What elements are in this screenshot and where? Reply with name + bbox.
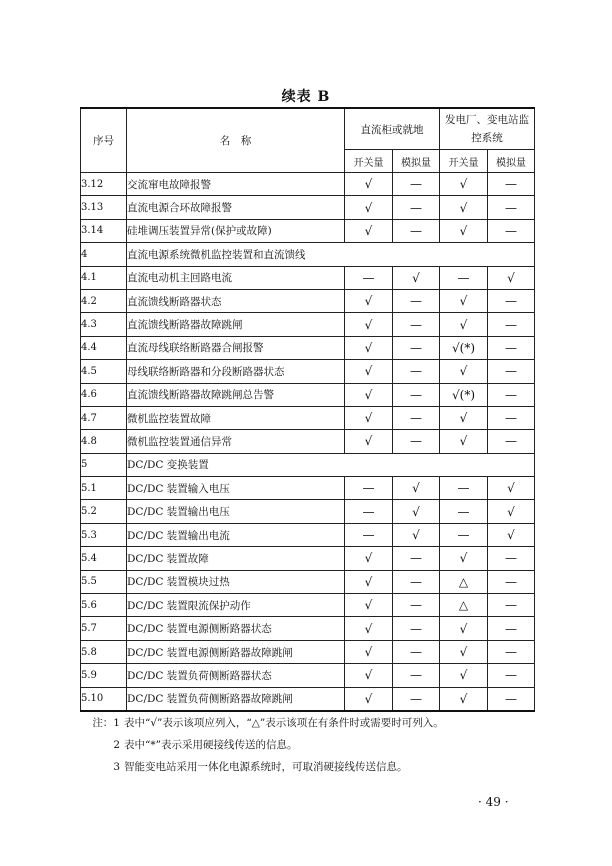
header-local-switch: 开关量 xyxy=(345,150,393,173)
table-row xyxy=(81,594,535,617)
row-name: 硅堆调压装置异常(保护或故障) xyxy=(127,219,345,242)
note-item xyxy=(78,712,548,734)
table-row xyxy=(81,219,535,242)
local-switch-mark: √ xyxy=(345,406,393,429)
header-group-local: 直流柜或就地 xyxy=(345,108,440,150)
monitor-analog-mark: — xyxy=(488,570,535,593)
table-row xyxy=(81,406,535,429)
monitor-switch-mark: √(*) xyxy=(440,383,488,406)
local-analog-mark: — xyxy=(393,430,440,453)
header-seq: 序号 xyxy=(81,108,127,173)
table-row xyxy=(81,336,535,359)
local-analog-mark: — xyxy=(393,547,440,570)
header-local-analog: 模拟量 xyxy=(393,150,440,173)
section-title: DC/DC 变换装置 xyxy=(127,453,535,476)
table-row xyxy=(81,523,535,546)
section-row xyxy=(81,453,535,476)
monitor-analog-mark: — xyxy=(488,687,535,711)
signal-table xyxy=(80,107,535,712)
local-analog-mark: — xyxy=(393,219,440,242)
row-name: 直流电动机主回路电流 xyxy=(127,266,345,289)
monitor-analog-mark: √ xyxy=(488,523,535,546)
section-title: 直流电源系统微机监控装置和直流馈线 xyxy=(127,243,535,266)
note-number: 2 xyxy=(113,739,120,751)
monitor-analog-mark: — xyxy=(488,383,535,406)
notes xyxy=(78,712,548,778)
monitor-analog-mark: √ xyxy=(488,266,535,289)
row-number: 4.7 xyxy=(81,406,127,429)
table-row xyxy=(81,500,535,523)
row-name: 直流馈线断路器状态 xyxy=(127,289,345,312)
local-analog-mark: — xyxy=(393,196,440,219)
monitor-switch-mark: √(*) xyxy=(440,336,488,359)
monitor-switch-mark: — xyxy=(440,500,488,523)
table-row xyxy=(81,570,535,593)
row-number: 5.7 xyxy=(81,617,127,640)
row-number: 4.4 xyxy=(81,336,127,359)
row-number: 3.12 xyxy=(81,173,127,196)
row-number: 5.5 xyxy=(81,570,127,593)
local-switch-mark: √ xyxy=(345,219,393,242)
monitor-switch-mark: √ xyxy=(440,640,488,663)
monitor-switch-mark: √ xyxy=(440,617,488,640)
monitor-analog-mark: √ xyxy=(488,477,535,500)
table-row xyxy=(81,266,535,289)
row-name: 交流窜电故障报警 xyxy=(127,173,345,196)
local-analog-mark: √ xyxy=(393,500,440,523)
monitor-analog-mark: — xyxy=(488,594,535,617)
local-analog-mark: — xyxy=(393,617,440,640)
row-name: 微机监控装置通信异常 xyxy=(127,430,345,453)
table-title: 续表 B xyxy=(281,89,331,105)
monitor-switch-mark: √ xyxy=(440,430,488,453)
local-switch-mark: √ xyxy=(345,430,393,453)
note-item xyxy=(78,756,548,778)
monitor-analog-mark: — xyxy=(488,547,535,570)
table-row xyxy=(81,313,535,336)
monitor-analog-mark: — xyxy=(488,406,535,429)
table-row xyxy=(81,383,535,406)
monitor-switch-mark: — xyxy=(440,477,488,500)
monitor-analog-mark: — xyxy=(488,219,535,242)
table-row xyxy=(81,547,535,570)
monitor-switch-mark: √ xyxy=(440,687,488,711)
local-switch-mark: √ xyxy=(345,640,393,663)
monitor-switch-mark: √ xyxy=(440,219,488,242)
local-analog-mark: — xyxy=(393,640,440,663)
row-name: DC/DC 装置限流保护动作 xyxy=(127,594,345,617)
monitor-analog-mark: — xyxy=(488,196,535,219)
local-switch-mark: √ xyxy=(345,336,393,359)
monitor-analog-mark: — xyxy=(488,640,535,663)
note-text: 智能变电站采用一体化电源系统时，可取消硬接线传送信息。 xyxy=(124,761,408,773)
monitor-switch-mark: √ xyxy=(440,406,488,429)
row-number: 4.8 xyxy=(81,430,127,453)
monitor-analog-mark: — xyxy=(488,430,535,453)
page-number: · 49 · xyxy=(478,795,509,809)
row-number: 5 xyxy=(81,453,127,476)
monitor-analog-mark: — xyxy=(488,173,535,196)
row-name: 母线联络断路器和分段断路器状态 xyxy=(127,360,345,383)
table-row xyxy=(81,664,535,687)
monitor-analog-mark: — xyxy=(488,313,535,336)
header-name: 名 称 xyxy=(127,108,345,173)
monitor-analog-mark: — xyxy=(488,360,535,383)
local-analog-mark: — xyxy=(393,406,440,429)
row-name: DC/DC 装置输出电流 xyxy=(127,523,345,546)
local-analog-mark: — xyxy=(393,336,440,359)
monitor-switch-mark: △ xyxy=(440,594,488,617)
local-switch-mark: — xyxy=(345,523,393,546)
local-analog-mark: — xyxy=(393,383,440,406)
monitor-switch-mark: √ xyxy=(440,360,488,383)
monitor-switch-mark: △ xyxy=(440,570,488,593)
table-row xyxy=(81,289,535,312)
row-number: 5.4 xyxy=(81,547,127,570)
row-name: 直流电源合环故障报警 xyxy=(127,196,345,219)
table-row xyxy=(81,640,535,663)
table-body xyxy=(81,173,535,711)
local-switch-mark: √ xyxy=(345,570,393,593)
local-switch-mark: — xyxy=(345,500,393,523)
local-switch-mark: — xyxy=(345,477,393,500)
note-item xyxy=(78,734,548,756)
row-number: 5.1 xyxy=(81,477,127,500)
row-name: DC/DC 装置负荷侧断路器状态 xyxy=(127,664,345,687)
local-analog-mark: √ xyxy=(393,477,440,500)
monitor-switch-mark: — xyxy=(440,266,488,289)
row-name: DC/DC 装置模块过热 xyxy=(127,570,345,593)
local-analog-mark: — xyxy=(393,289,440,312)
header-monitor-analog: 模拟量 xyxy=(488,150,535,173)
monitor-switch-mark: √ xyxy=(440,313,488,336)
local-analog-mark: — xyxy=(393,687,440,711)
row-number: 3.13 xyxy=(81,196,127,219)
row-name: DC/DC 装置故障 xyxy=(127,547,345,570)
monitor-switch-mark: √ xyxy=(440,547,488,570)
row-number: 4.6 xyxy=(81,383,127,406)
row-number: 3.14 xyxy=(81,219,127,242)
row-number: 5.10 xyxy=(81,687,127,711)
monitor-analog-mark: √ xyxy=(488,500,535,523)
local-analog-mark: — xyxy=(393,360,440,383)
local-analog-mark: — xyxy=(393,594,440,617)
local-switch-mark: √ xyxy=(345,594,393,617)
local-analog-mark: √ xyxy=(393,266,440,289)
monitor-switch-mark: √ xyxy=(440,289,488,312)
monitor-switch-mark: √ xyxy=(440,196,488,219)
row-name: 直流馈线断路器故障跳闸总告警 xyxy=(127,383,345,406)
header-group-monitoring: 发电厂、变电站监控系统 xyxy=(440,108,535,150)
row-number: 4.3 xyxy=(81,313,127,336)
local-switch-mark: √ xyxy=(345,173,393,196)
row-number: 5.2 xyxy=(81,500,127,523)
note-number: 注：1 xyxy=(92,717,120,729)
table-row xyxy=(81,196,535,219)
local-switch-mark: √ xyxy=(345,289,393,312)
local-analog-mark: — xyxy=(393,664,440,687)
monitor-switch-mark: √ xyxy=(440,664,488,687)
local-switch-mark: √ xyxy=(345,617,393,640)
table-row xyxy=(81,477,535,500)
row-name: DC/DC 装置负荷侧断路器故障跳闸 xyxy=(127,687,345,711)
note-text: 表中“*”表示采用硬接线传送的信息。 xyxy=(124,739,298,751)
local-analog-mark: — xyxy=(393,570,440,593)
note-text: 表中“√”表示该项应列入，“△”表示该项在有条件时或需要时可列入。 xyxy=(124,717,444,729)
row-number: 5.3 xyxy=(81,523,127,546)
monitor-switch-mark: √ xyxy=(440,173,488,196)
local-switch-mark: √ xyxy=(345,547,393,570)
row-name: DC/DC 装置输出电压 xyxy=(127,500,345,523)
monitor-analog-mark: — xyxy=(488,664,535,687)
local-analog-mark: — xyxy=(393,173,440,196)
row-name: DC/DC 装置输入电压 xyxy=(127,477,345,500)
table-row xyxy=(81,687,535,711)
row-number: 5.8 xyxy=(81,640,127,663)
header-monitor-switch: 开关量 xyxy=(440,150,488,173)
note-number: 3 xyxy=(113,761,120,773)
section-row xyxy=(81,243,535,266)
table-row xyxy=(81,173,535,196)
local-analog-mark: — xyxy=(393,313,440,336)
local-switch-mark: √ xyxy=(345,687,393,711)
local-switch-mark: √ xyxy=(345,313,393,336)
local-switch-mark: √ xyxy=(345,196,393,219)
row-number: 4 xyxy=(81,243,127,266)
local-switch-mark: √ xyxy=(345,360,393,383)
row-name: 直流馈线断路器故障跳闸 xyxy=(127,313,345,336)
monitor-analog-mark: — xyxy=(488,617,535,640)
local-analog-mark: √ xyxy=(393,523,440,546)
row-name: 微机监控装置故障 xyxy=(127,406,345,429)
row-name: 直流母线联络断路器合闸报警 xyxy=(127,336,345,359)
table-row xyxy=(81,430,535,453)
local-switch-mark: √ xyxy=(345,383,393,406)
row-number: 5.9 xyxy=(81,664,127,687)
table-row xyxy=(81,617,535,640)
row-name: DC/DC 装置电源侧断路器状态 xyxy=(127,617,345,640)
monitor-analog-mark: — xyxy=(488,336,535,359)
row-number: 4.5 xyxy=(81,360,127,383)
row-number: 4.2 xyxy=(81,289,127,312)
monitor-analog-mark: — xyxy=(488,289,535,312)
local-switch-mark: — xyxy=(345,266,393,289)
table-row xyxy=(81,360,535,383)
row-number: 5.6 xyxy=(81,594,127,617)
monitor-switch-mark: — xyxy=(440,523,488,546)
row-name: DC/DC 装置电源侧断路器故障跳闸 xyxy=(127,640,345,663)
row-number: 4.1 xyxy=(81,266,127,289)
local-switch-mark: √ xyxy=(345,664,393,687)
